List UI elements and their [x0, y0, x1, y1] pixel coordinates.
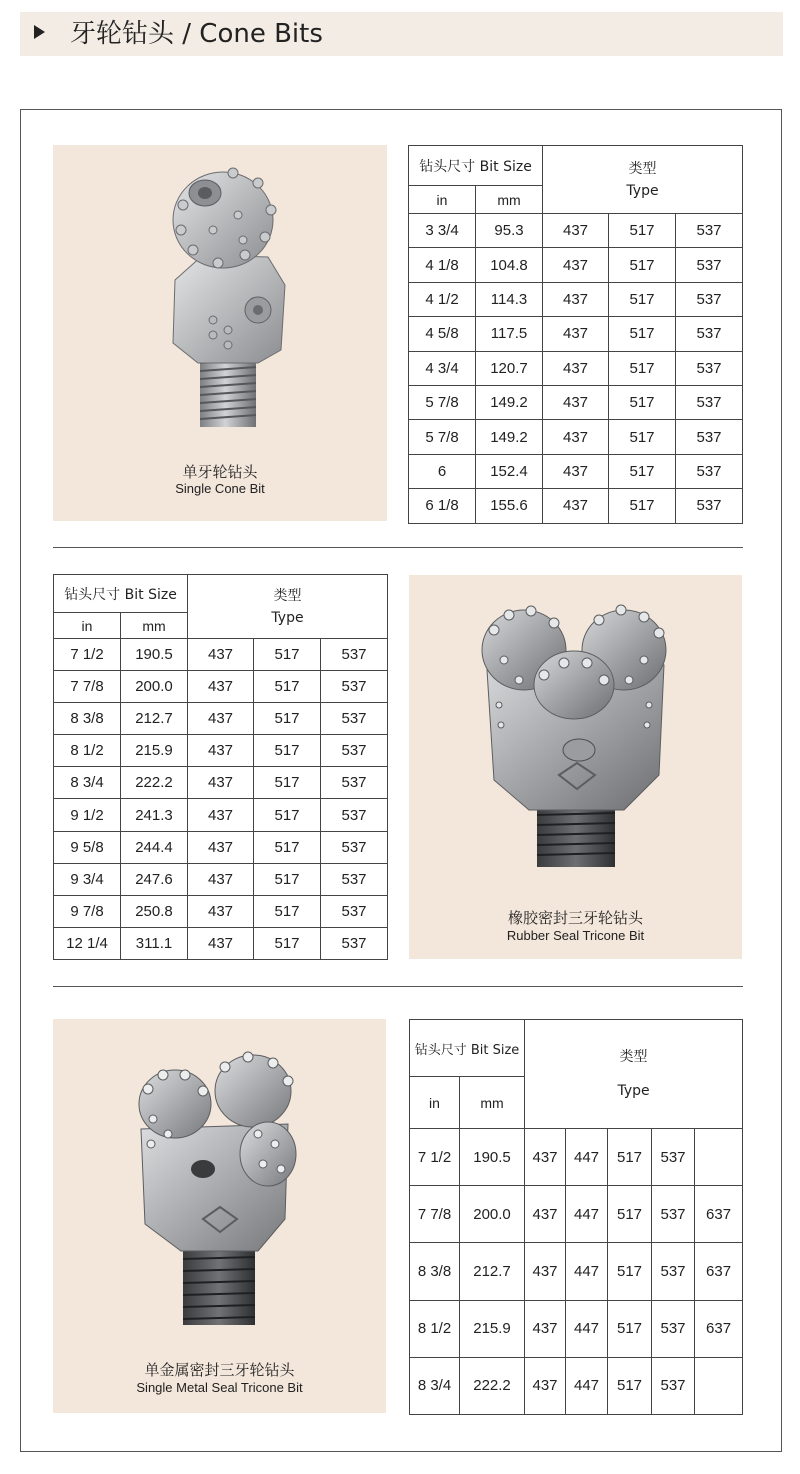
- type-cell: [695, 1357, 743, 1414]
- bit-size-header: 钻头尺寸 Bit Size: [410, 1020, 525, 1077]
- in-header: in: [54, 613, 121, 639]
- type-cell: 537: [321, 799, 388, 831]
- mm-header: mm: [121, 613, 188, 639]
- type-cell: 517: [254, 863, 321, 895]
- table-row: [409, 248, 743, 282]
- table-row: [54, 863, 388, 895]
- size-in-cell: 6: [409, 454, 476, 488]
- size-in-cell: 9 7/8: [54, 895, 121, 927]
- size-in-cell: 5 7/8: [409, 385, 476, 419]
- rubber-seal-tricone-caption-cn: 橡胶密封三牙轮钻头: [507, 909, 643, 927]
- bit-size-header: 钻头尺寸 Bit Size: [409, 146, 543, 186]
- table-row: [54, 927, 388, 959]
- size-in-cell: 7 7/8: [54, 671, 121, 703]
- type-cell: 517: [609, 214, 676, 248]
- type-cell: 437: [188, 863, 254, 895]
- size-mm-cell: 120.7: [476, 351, 543, 385]
- table-row: [410, 1129, 743, 1186]
- size-mm-cell: 311.1: [121, 927, 188, 959]
- table-row: [409, 317, 743, 351]
- type-cell: 537: [652, 1129, 695, 1186]
- type-header-cn: 类型: [619, 1049, 648, 1065]
- type-cell: 517: [254, 639, 321, 671]
- type-cell: 437: [543, 351, 609, 385]
- table-row: [409, 420, 743, 454]
- size-mm-cell: 215.9: [460, 1300, 525, 1357]
- type-cell: 517: [609, 420, 676, 454]
- table-row: [409, 282, 743, 316]
- type-cell: 537: [321, 735, 388, 767]
- table-row: [54, 895, 388, 927]
- size-mm-cell: 200.0: [460, 1186, 525, 1243]
- type-cell: 437: [525, 1243, 566, 1300]
- type-cell: 537: [321, 767, 388, 799]
- single-cone-bit-caption-cn: 单牙轮钻头: [182, 463, 258, 481]
- type-cell: 537: [652, 1186, 695, 1243]
- type-cell: 447: [566, 1129, 608, 1186]
- in-header: in: [410, 1077, 460, 1129]
- size-in-cell: 3 3/4: [409, 214, 476, 248]
- size-mm-cell: 250.8: [121, 895, 188, 927]
- section-divider: [53, 986, 743, 987]
- table-row: [54, 703, 388, 735]
- size-in-cell: 7 7/8: [410, 1186, 460, 1243]
- type-cell: 437: [188, 831, 254, 863]
- table-row: [54, 639, 388, 671]
- size-in-cell: 8 3/8: [54, 703, 121, 735]
- type-cell: 517: [608, 1186, 652, 1243]
- type-cell: 437: [188, 927, 254, 959]
- size-mm-cell: 212.7: [460, 1243, 525, 1300]
- type-cell: 517: [609, 454, 676, 488]
- type-cell: 437: [188, 799, 254, 831]
- rubber-seal-tricone-spec-table: [53, 574, 388, 960]
- type-cell: 517: [609, 489, 676, 523]
- type-cell: 437: [188, 767, 254, 799]
- rubber-seal-tricone-panel: [409, 575, 742, 959]
- size-in-cell: 9 3/4: [54, 863, 121, 895]
- type-cell: 437: [543, 420, 609, 454]
- table-row: [410, 1186, 743, 1243]
- type-cell: 447: [566, 1186, 608, 1243]
- type-cell: 517: [609, 351, 676, 385]
- size-in-cell: 8 3/4: [410, 1357, 460, 1414]
- triangle-bullet-icon: [34, 25, 45, 39]
- type-cell: 537: [321, 831, 388, 863]
- size-in-cell: 4 1/2: [409, 282, 476, 316]
- type-cell: 537: [676, 214, 743, 248]
- size-in-cell: 4 1/8: [409, 248, 476, 282]
- type-cell: 537: [676, 317, 743, 351]
- size-in-cell: 5 7/8: [409, 420, 476, 454]
- type-cell: 437: [525, 1357, 566, 1414]
- size-mm-cell: 212.7: [121, 703, 188, 735]
- type-cell: 437: [543, 282, 609, 316]
- type-header-en: Type: [617, 1083, 650, 1099]
- table-row: [410, 1357, 743, 1414]
- section-header: [20, 12, 783, 56]
- type-cell: 537: [321, 863, 388, 895]
- type-cell: 437: [543, 489, 609, 523]
- type-cell: 517: [609, 248, 676, 282]
- type-cell: 517: [254, 927, 321, 959]
- table-row: [409, 385, 743, 419]
- type-cell: 437: [188, 895, 254, 927]
- size-in-cell: 8 3/4: [54, 767, 121, 799]
- type-cell: 537: [652, 1243, 695, 1300]
- size-in-cell: 12 1/4: [54, 927, 121, 959]
- type-cell: 537: [676, 351, 743, 385]
- type-cell: 447: [566, 1300, 608, 1357]
- type-cell: 517: [254, 671, 321, 703]
- size-mm-cell: 215.9: [121, 735, 188, 767]
- type-header-cn: 类型: [273, 587, 302, 604]
- size-mm-cell: 222.2: [121, 767, 188, 799]
- type-cell: 437: [188, 639, 254, 671]
- single-metal-seal-tricone-caption-cn: 单金属密封三牙轮钻头: [144, 1361, 295, 1379]
- type-cell: 437: [525, 1129, 566, 1186]
- type-cell: 437: [543, 317, 609, 351]
- table-row: [409, 454, 743, 488]
- size-mm-cell: 104.8: [476, 248, 543, 282]
- type-header-cn: 类型: [628, 160, 657, 177]
- table-row: [54, 767, 388, 799]
- rubber-seal-tricone-bit-image: [409, 575, 742, 959]
- type-cell: 537: [321, 927, 388, 959]
- single-metal-seal-tricone-caption-en: Single Metal Seal Tricone Bit: [136, 1380, 303, 1395]
- type-cell: 437: [543, 454, 609, 488]
- type-cell: 537: [652, 1357, 695, 1414]
- type-cell: 447: [566, 1357, 608, 1414]
- size-mm-cell: 190.5: [121, 639, 188, 671]
- type-cell: 537: [321, 639, 388, 671]
- single-cone-bit-caption-en: Single Cone Bit: [175, 481, 265, 496]
- size-in-cell: 9 1/2: [54, 799, 121, 831]
- type-header: [525, 1020, 743, 1129]
- section-divider: [53, 547, 743, 548]
- type-cell: 437: [525, 1300, 566, 1357]
- type-cell: 537: [676, 489, 743, 523]
- single-cone-bit-spec-table: [408, 145, 743, 524]
- type-cell: 437: [188, 703, 254, 735]
- single-cone-bit-panel: [53, 145, 387, 521]
- table-row: [54, 735, 388, 767]
- type-cell: 537: [321, 671, 388, 703]
- type-header-en: Type: [271, 609, 304, 626]
- type-cell: 517: [254, 895, 321, 927]
- type-cell: 437: [543, 248, 609, 282]
- table-row: [410, 1300, 743, 1357]
- bit-size-header: 钻头尺寸 Bit Size: [54, 575, 188, 613]
- size-mm-cell: 247.6: [121, 863, 188, 895]
- type-cell: 637: [695, 1243, 743, 1300]
- size-in-cell: 7 1/2: [410, 1129, 460, 1186]
- in-header: in: [409, 186, 476, 214]
- size-mm-cell: 190.5: [460, 1129, 525, 1186]
- type-cell: 537: [676, 248, 743, 282]
- single-metal-seal-tricone-panel: [53, 1019, 386, 1413]
- size-mm-cell: 114.3: [476, 282, 543, 316]
- table-row: [410, 1243, 743, 1300]
- rubber-seal-tricone-caption-en: Rubber Seal Tricone Bit: [506, 928, 645, 943]
- type-cell: 537: [321, 703, 388, 735]
- size-mm-cell: 241.3: [121, 799, 188, 831]
- size-mm-cell: 117.5: [476, 317, 543, 351]
- size-in-cell: 8 3/8: [410, 1243, 460, 1300]
- mm-header: mm: [476, 186, 543, 214]
- type-cell: 437: [543, 214, 609, 248]
- size-mm-cell: 95.3: [476, 214, 543, 248]
- type-cell: 537: [676, 420, 743, 454]
- size-mm-cell: 222.2: [460, 1357, 525, 1414]
- type-cell: 517: [608, 1243, 652, 1300]
- size-mm-cell: 244.4: [121, 831, 188, 863]
- type-cell: 537: [676, 385, 743, 419]
- table-row: [54, 831, 388, 863]
- single-metal-seal-tricone-spec-table: [409, 1019, 743, 1415]
- size-in-cell: 8 1/2: [410, 1300, 460, 1357]
- type-cell: 517: [608, 1129, 652, 1186]
- type-cell: 517: [609, 385, 676, 419]
- size-in-cell: 8 1/2: [54, 735, 121, 767]
- table-row: [54, 671, 388, 703]
- type-header: [188, 575, 388, 639]
- size-mm-cell: 155.6: [476, 489, 543, 523]
- single-metal-seal-tricone-bit-image: [53, 1019, 386, 1413]
- type-cell: 437: [543, 385, 609, 419]
- type-cell: 517: [254, 799, 321, 831]
- size-in-cell: 4 5/8: [409, 317, 476, 351]
- type-cell: 517: [254, 735, 321, 767]
- type-cell: 517: [608, 1357, 652, 1414]
- size-in-cell: 9 5/8: [54, 831, 121, 863]
- type-cell: [695, 1129, 743, 1186]
- mm-header: mm: [460, 1077, 525, 1129]
- type-cell: 437: [188, 671, 254, 703]
- table-row: [409, 489, 743, 523]
- table-row: [409, 214, 743, 248]
- type-cell: 517: [608, 1300, 652, 1357]
- type-cell: 517: [254, 767, 321, 799]
- type-cell: 537: [321, 895, 388, 927]
- type-cell: 517: [254, 831, 321, 863]
- size-in-cell: 7 1/2: [54, 639, 121, 671]
- type-header-en: Type: [626, 182, 659, 199]
- type-cell: 437: [525, 1186, 566, 1243]
- type-cell: 537: [676, 282, 743, 316]
- size-mm-cell: 149.2: [476, 420, 543, 454]
- type-cell: 517: [254, 703, 321, 735]
- size-mm-cell: 149.2: [476, 385, 543, 419]
- size-in-cell: 6 1/8: [409, 489, 476, 523]
- type-cell: 447: [566, 1243, 608, 1300]
- type-cell: 637: [695, 1186, 743, 1243]
- type-cell: 437: [188, 735, 254, 767]
- table-row: [54, 799, 388, 831]
- page-title: 牙轮钻头 / Cone Bits: [70, 19, 323, 49]
- type-header: [543, 146, 743, 214]
- table-row: [409, 351, 743, 385]
- type-cell: 537: [676, 454, 743, 488]
- size-mm-cell: 152.4: [476, 454, 543, 488]
- size-mm-cell: 200.0: [121, 671, 188, 703]
- type-cell: 517: [609, 282, 676, 316]
- type-cell: 517: [609, 317, 676, 351]
- type-cell: 537: [652, 1300, 695, 1357]
- size-in-cell: 4 3/4: [409, 351, 476, 385]
- type-cell: 637: [695, 1300, 743, 1357]
